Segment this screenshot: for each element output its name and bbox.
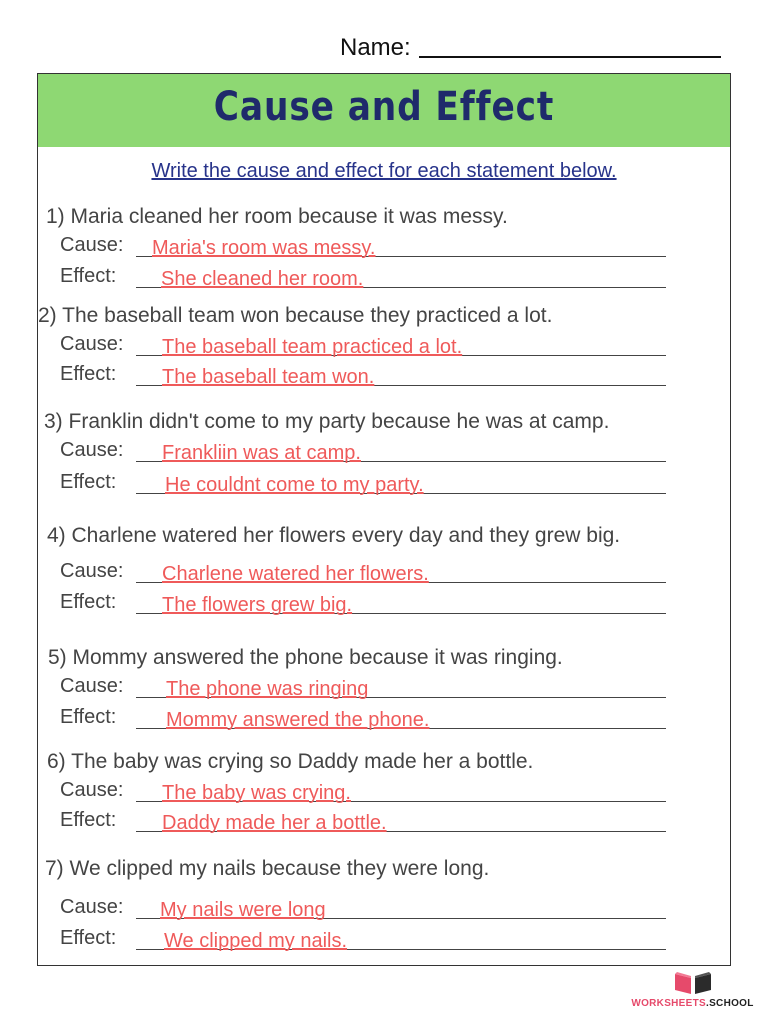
question-4-cause-row xyxy=(60,557,666,583)
cause-answer-field[interactable] xyxy=(136,894,666,919)
effect-label: Effect: xyxy=(60,471,117,493)
cause-answer-text: The baby was crying. xyxy=(162,782,351,804)
name-label: Name: xyxy=(340,34,411,61)
question-2-effect-row xyxy=(60,360,666,386)
question-5-cause-row xyxy=(60,672,666,698)
open-book-icon xyxy=(673,970,713,996)
worksheet-title: Cause and Effect xyxy=(213,84,555,130)
cause-answer-field[interactable] xyxy=(136,673,666,698)
cause-answer-text: Charlene watered her flowers. xyxy=(162,563,429,585)
cause-answer-field[interactable] xyxy=(136,558,666,583)
cause-label: Cause: xyxy=(60,560,124,582)
effect-answer-text: She cleaned her room. xyxy=(161,268,364,290)
instruction-text: Write the cause and effect for each statement below. xyxy=(151,160,617,182)
effect-label: Effect: xyxy=(60,265,117,287)
question-6-prompt: 6) The baby was crying so Daddy made her a bottle. xyxy=(47,750,534,773)
worksheet xyxy=(37,73,731,966)
question-3-effect-row xyxy=(60,468,666,494)
effect-answer-text: We clipped my nails. xyxy=(164,930,348,952)
question-1-cause-row xyxy=(60,231,666,257)
question-7-cause-row xyxy=(60,893,666,919)
effect-answer-field[interactable] xyxy=(136,589,666,614)
cause-answer-text: Maria's room was messy. xyxy=(152,237,376,259)
cause-label: Cause: xyxy=(60,896,124,918)
name-row xyxy=(340,30,721,62)
effect-label: Effect: xyxy=(60,809,117,831)
question-2-cause-row xyxy=(60,330,666,356)
cause-answer-field[interactable] xyxy=(136,331,666,356)
effect-label: Effect: xyxy=(60,363,117,385)
effect-answer-text: He couldnt come to my party. xyxy=(165,474,424,496)
cause-answer-text: My nails were long xyxy=(160,899,326,921)
cause-label: Cause: xyxy=(60,333,124,355)
question-6-cause-row xyxy=(60,776,666,802)
question-4-prompt: 4) Charlene watered her flowers every day and they grew big. xyxy=(47,524,621,547)
question-6-effect-row xyxy=(60,806,666,832)
effect-answer-field[interactable] xyxy=(136,925,666,950)
cause-answer-field[interactable] xyxy=(136,232,666,257)
effect-answer-text: The baseball team won. xyxy=(162,366,375,388)
question-7-effect-row xyxy=(60,924,666,950)
worksheets-school-logo xyxy=(625,970,760,1014)
effect-answer-text: Mommy answered the phone. xyxy=(166,709,430,731)
name-input-line[interactable] xyxy=(419,56,721,58)
cause-label: Cause: xyxy=(60,439,124,461)
question-3-prompt: 3) Franklin didn't come to my party because he was at camp. xyxy=(44,410,610,433)
question-4-effect-row xyxy=(60,588,666,614)
question-1-effect-row xyxy=(60,262,666,288)
effect-label: Effect: xyxy=(60,927,117,949)
cause-answer-field[interactable] xyxy=(136,777,666,802)
effect-answer-field[interactable] xyxy=(136,469,666,494)
question-5-effect-row xyxy=(60,703,666,729)
question-5-prompt: 5) Mommy answered the phone because it was ringing. xyxy=(48,646,563,669)
cause-label: Cause: xyxy=(60,234,124,256)
cause-label: Cause: xyxy=(60,779,124,801)
effect-answer-field[interactable] xyxy=(136,807,666,832)
effect-answer-field[interactable] xyxy=(136,361,666,386)
effect-label: Effect: xyxy=(60,706,117,728)
cause-answer-text: The baseball team practiced a lot. xyxy=(162,336,463,358)
cause-label: Cause: xyxy=(60,675,124,697)
effect-answer-field[interactable] xyxy=(136,704,666,729)
question-7-prompt: 7) We clipped my nails because they were long. xyxy=(45,857,490,880)
cause-answer-text: Frankliin was at camp. xyxy=(162,442,361,464)
effect-answer-field[interactable] xyxy=(136,263,666,288)
question-3-cause-row xyxy=(60,436,666,462)
effect-label: Effect: xyxy=(60,591,117,613)
question-1-prompt: 1) Maria cleaned her room because it was messy. xyxy=(46,205,508,228)
cause-answer-text: The phone was ringing xyxy=(166,678,369,700)
cause-answer-field[interactable] xyxy=(136,437,666,462)
question-2-prompt: 2) The baseball team won because they practiced a lot. xyxy=(38,304,553,327)
effect-answer-text: The flowers grew big. xyxy=(162,594,353,616)
logo-text: WORKSHEETS.SCHOOL xyxy=(631,998,754,1009)
effect-answer-text: Daddy made her a bottle. xyxy=(162,812,387,834)
